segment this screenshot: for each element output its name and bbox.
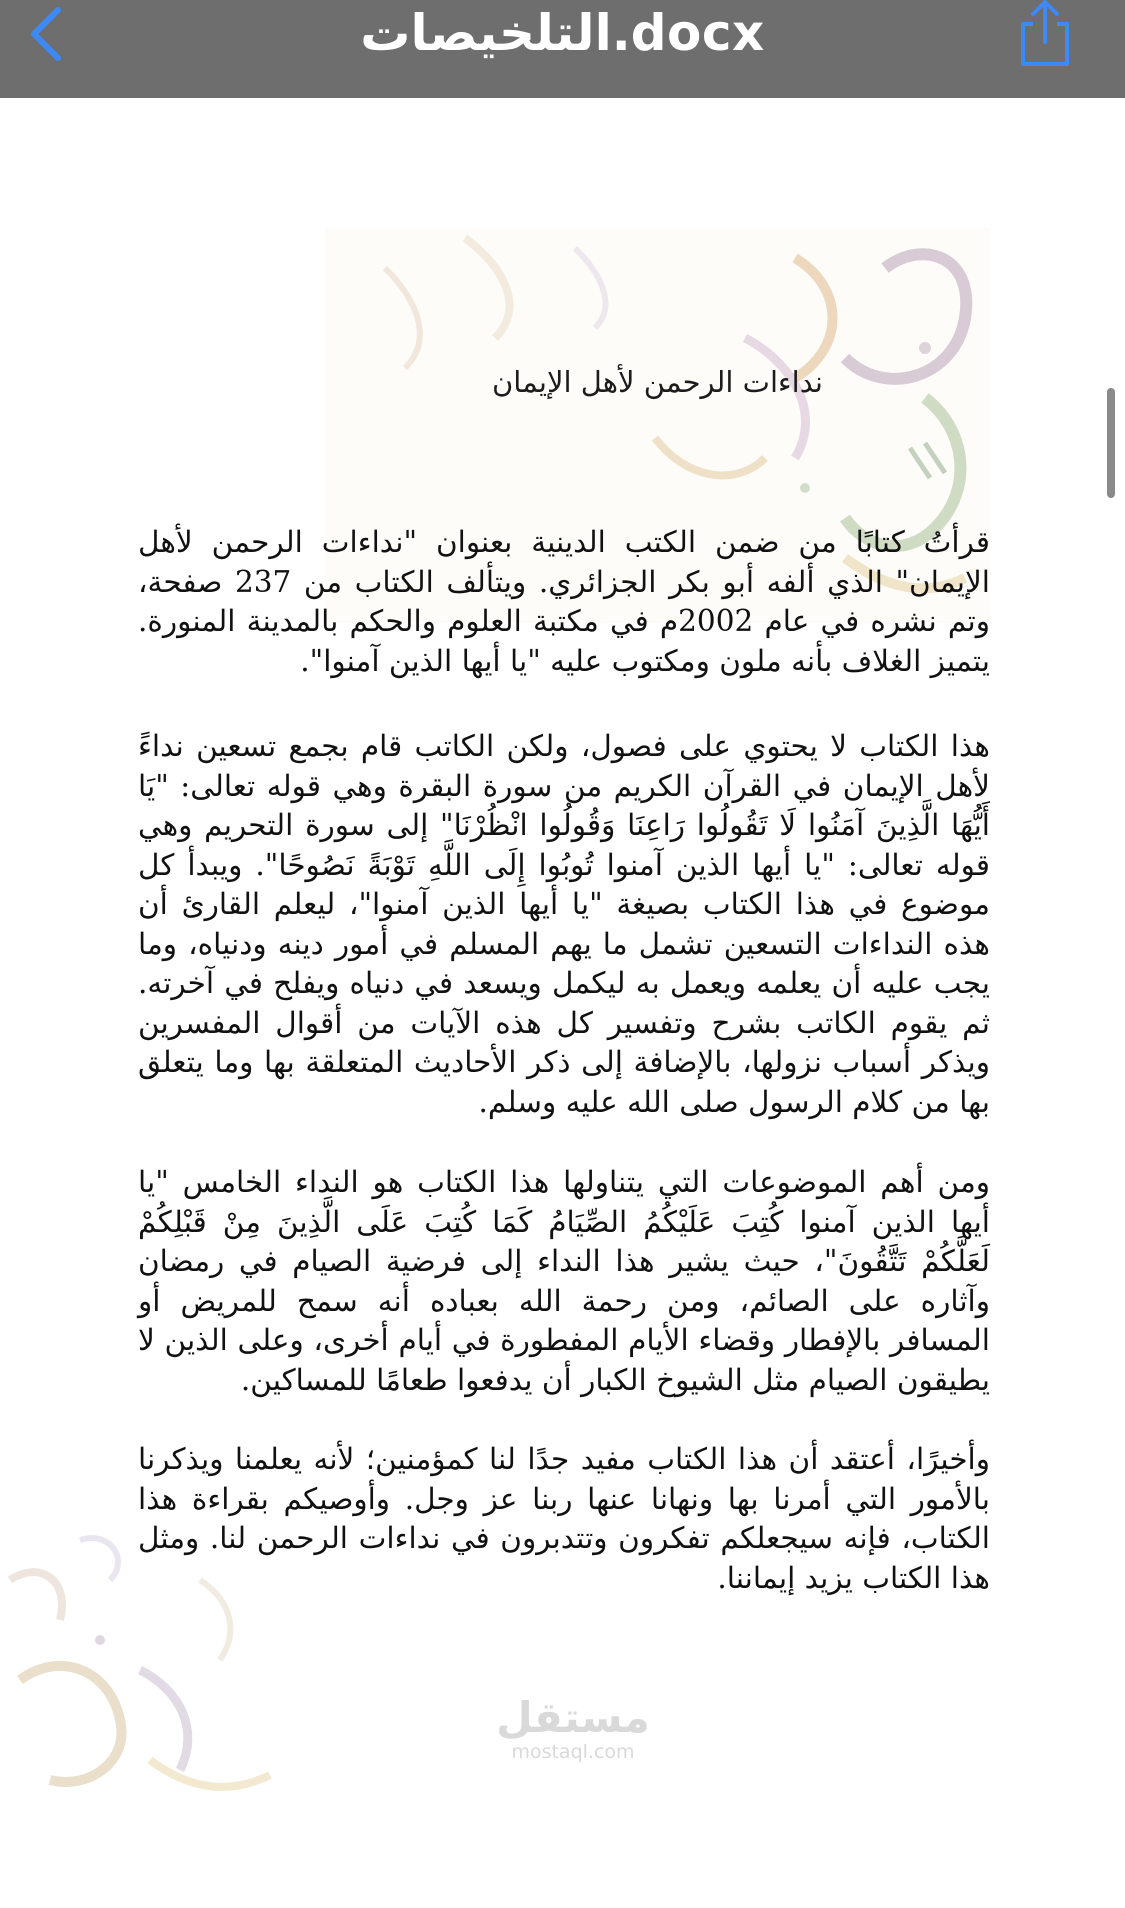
book-title: نداءات الرحمن لأهل الإيمان [491,365,824,399]
paragraph-intro: قرأتُ كتابًا من ضمن الكتب الدينية بعنوان "نداءات الرحمن لأهل الإيمان" الذي ألفه أبو بكر الجزائري. ويتألف الكتاب من 237 صفحة، وتم نشره في عام 2002م في مكتبة العلوم والحكم بالمدينة المنورة. يتميز الغلاف بأنه ملون ومكتوب عليه "يا أيها الذين آمنوا". [138,525,990,678]
watermark-arabic: مستقل [496,1693,650,1742]
paragraph-contents: هذا الكتاب لا يحتوي على فصول، ولكن الكاتب قام بجمع تسعين نداءً لأهل الإيمان في القرآن الكريم من سورة البقرة وهي قوله تعالى: "يَا أَيُّهَا الَّذِينَ آمَنُوا لَا تَقُولُوا رَاعِنَا وَقُولُوا انْظُرْنَا" إلى سورة التحريم وهي قوله تعالى: "يا أيها الذين آمنوا تُوبُوا إِلَى اللَّهِ تَوْبَةً نَصُوحًا". ويبدأ كل موضوع في هذا الكتاب بصيغة "يا أيها الذين آمنوا"، ليعلم القارئ أن هذه النداءات التسعين تشمل ما يهم المسلم في أمور دينه ودنياه، وما يجب عليه أن يعلمه ويعمل به ليكمل ويسعد في دنياه ويفلح في آخرته. ثم يقوم الكاتب بشرح وتفسير كل هذه الآيات من أقوال المفسرين ويذكر أسباب نزولها، بالإضافة إلى ذكر الأحاديث المتعلقة بها وما يتعلق بها من كلام الرسول صلى الله عليه وسلم. [138,729,990,1119]
paragraph-conclusion: وأخيرًا، أعتقد أن هذا الكتاب مفيد جدًا لنا كمؤمنين؛ لأنه يعلمنا ويذكرنا بالأمور التي أمرنا بها ونهانا عنها ربنا عز وجل. وأوصيكم بقراءة هذا الكتاب، فإنه سيجعلكم تفكرون وتتدبرون في نداءات الرحمن لنا. ومثل هذا الكتاب يزيد إيماننا. [138,1442,990,1595]
paragraph-fifth-call: ومن أهم الموضوعات التي يتناولها هذا الكتاب هو النداء الخامس "يا أيها الذين آمنوا كُتِبَ عَلَيْكُمُ الصِّيَامُ كَمَا كُتِبَ عَلَى الَّذِينَ مِنْ قَبْلِكُمْ لَعَلَّكُمْ تَتَّقُونَ"، حيث يشير هذا النداء إلى فرضية الصيام في رمضان وآثاره على الصائم، ومن رحمة الله بعباده أنه سمح للمريض أو المسافر بالإفطار وقضاء الأيام المفطورة في أيام أخرى، وعلى الذين لا يطيقون الصيام مثل الشيوخ الكبار أن يدفعوا طعامًا للمساكين. [138,1165,990,1397]
document-title: التلخيصات.docx [360,4,765,62]
watermark-latin: mostaql.com [511,1741,635,1763]
mostaql-watermark [448,1695,698,1763]
